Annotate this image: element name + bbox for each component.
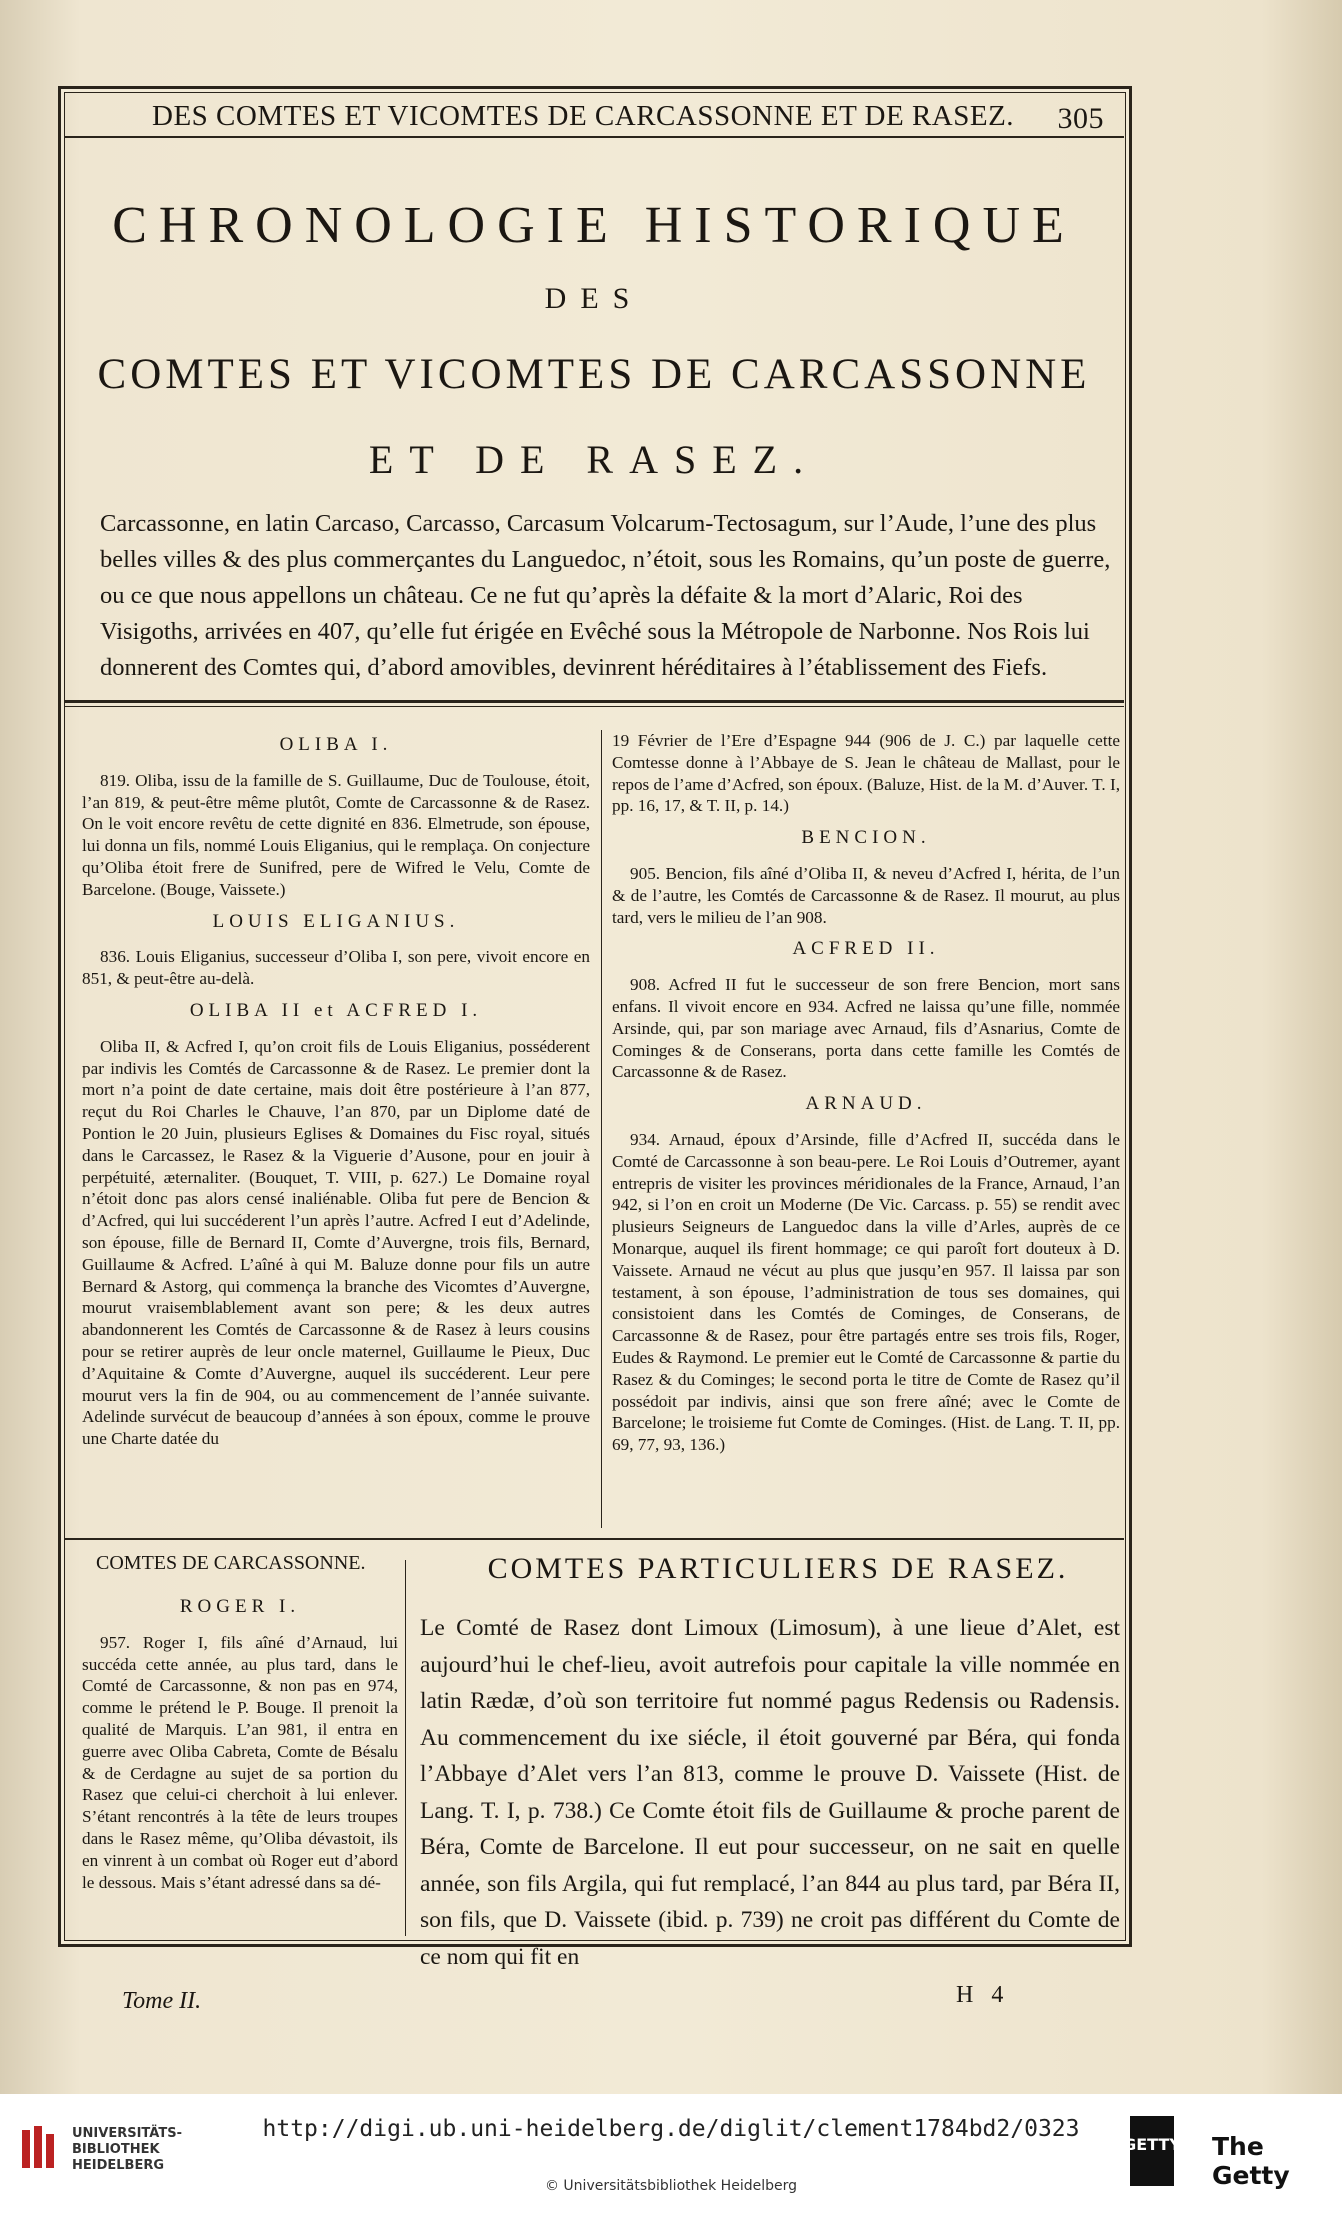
section-rule-thin bbox=[64, 706, 1124, 707]
right-column bbox=[612, 730, 1120, 1530]
running-head bbox=[64, 94, 1124, 138]
getty-name: The Getty bbox=[1212, 2132, 1290, 2190]
running-head-title: DES COMTES ET VICOMTES DE CARCASSONNE ET DE RASEZ. bbox=[152, 100, 1015, 132]
right_column-paragraph: 934. Arnaud, époux d’Arsinde, fille d’Acfred II, succéda dans le Comté de Carcassonne à son beau-pere. Le Roi Louis d’Outremer, ayant entrepris de visiter les provinces méridionales de la France, Arnaud, l’an 942, si l’on en croit un Moderne (De Vic. Carcass. p. 55) se rendit avec plusieurs Seigneurs de Languedoc dans la ville d’Arles, auprès de ce Monarque, auquel ils firent hommage; ce qui paroît fort douteux à D. Vaissete. Arnaud ne vécut au plus que jusqu’en 957. Il laissa par son testament, à son épouse, l’administration de tous ses domaines, qui consistoient dans les Comtés de Cominges, de Conserans, de Carcassonne & de Rasez, pour être partagés entre ses trois fils, Roger, Eudes & Raymond. Le premier eut le Comté de Carcassonne & partie du Rasez & du Cominges; le second porta le titre de Comte de Rasez qu’il possédoit par indivis, ainsi que son frere aîné; avec le Comte de Barcelone; le troisieme fut Comte de Cominges. (Hist. de Lang. T. II, pp. 69, 77, 93, 136.) bbox=[612, 1129, 1120, 1455]
right_column-heading: ACFRED II. bbox=[792, 938, 940, 960]
intro-paragraph bbox=[100, 506, 1116, 686]
intro-text: Carcassonne, en latin Carcaso, Carcasso, Carcasum Volcarum-Tectosagum, sur l’Aude, l’une des plus belles villes & des plus commerçantes du Languedoc, n’étoit, sous les Romains, qu’un poste de guerre, ou ce que nous appellons un château. Ce ne fut qu’après la défaite & la mort d’Alaric, Roi des Visigoths, arrivées en 407, qu’elle fut érigée en Evêché sous la Métropole de Narbonne. Nos Rois lui donnerent des Comtes qui, d’abord amovibles, devinrent héréditaires à l’établissement des Fiefs. bbox=[100, 510, 1111, 681]
right_column-paragraph: 908. Acfred II fut le successeur de son frere Bencion, mort sans enfans. Il vivoit encore en 934. Acfred ne laissa qu’une fille, nommée Arsinde, qui, par son mariage avec Arnaud, fils d’Asnarius, Comte de Cominges & de Conserans, porta dans cette famille les Comtés de Carcassonne & de Rasez. bbox=[612, 975, 1120, 1082]
lower-left-column bbox=[82, 1586, 398, 1936]
roger-paragraph: 957. Roger I, fils aîné d’Arnaud, lui succéda cette année, au plus tard, dans le Comté de Carcassonne, & non pas en 974, comme le prétend le P. Bouge. Il prenoit la qualité de Marquis. L’an 981, il entra en guerre avec Oliba Cabreta, Comte de Bésalu & de Cerdagne au sujet de sa portion du Rasez que celui-ci cherchoit à lui enlever. S’étant rencontrés à la tête de leurs troupes dans le Rasez même, qu’Oliba dévastoit, ils en vinrent à un combat où Roger eut d’abord le dessous. Mais s’étant adressé dans sa dé- bbox=[82, 1632, 398, 1892]
left-column bbox=[82, 724, 590, 1530]
rasez-title: COMTES PARTICULIERS DE RASEZ. bbox=[487, 1552, 1069, 1585]
left_column-heading: LOUIS ELIGANIUS. bbox=[212, 910, 460, 932]
permalink-url[interactable]: http://digi.ub.uni-heidelberg.de/diglit/clement1784bd2/0323 bbox=[262, 2116, 1080, 2142]
getty-letters: GETTY bbox=[1123, 2135, 1181, 2154]
main-title: CHRONOLOGIE HISTORIQUE bbox=[112, 197, 1076, 254]
copyright-notice: © Universitätsbibliothek Heidelberg bbox=[544, 2178, 797, 2194]
library-name-line-2: BIBLIOTHEK bbox=[72, 2142, 160, 2157]
roger-heading: ROGER I. bbox=[179, 1596, 301, 1617]
left_column-heading: OLIBA II et ACFRED I. bbox=[189, 999, 483, 1021]
right_column-heading: BENCION. bbox=[801, 827, 931, 849]
left_column-paragraph: Oliba II, & Acfred I, qu’on croit fils de Louis Eliganius, posséderent par indivis les Comtés de Carcassonne & de Rasez. Le premier dont la mort n’a point de date certaine, mais doit être postérieure à l’an 877, reçut du Roi Charles le Chauve, l’an 870, par un Diplome daté de Pontion le 20 Juin, plusieurs Eglises & Domaines du Fisc royal, situés dans le Carcassez, le Rasez & la Viguerie d’Ausone, pour en jouir à perpétuité, æternaliter. (Bouquet, T. VIII, p. 627.) Le Domaine royal n’étoit donc pas alors censé inaliénable. Oliba fut pere de Bencion & d’Acfred, qui lui succéderent l’un après l’autre. Acfred I eut d’Adelinde, son épouse, fille de Bernard II, Comte d’Auvergne, trois fils, Bernard, Guillaume & Acfred. L’aîné à qui M. Baluze donne pour fils un autre Bernard & Astorg, qui commença la branche des Vicomtes d’Auvergne, mourut vraisemblablement avant son pere; & les deux autres abandonnerent les Comtés de Carcassonne & de Rasez à leurs cousins pour se retirer auprès de leur oncle maternel, Guillaume le Pieux, Duc d’Aquitaine & Comte d’Auvergne, auquel ils succéderent. Leur pere mourut vers la fin de 904, ou au commencement de l’année suivante. Adelinde survécut de beaucoup d’années à son époux, comme le prouve une Charte datée du bbox=[82, 1036, 590, 1449]
lower-rule bbox=[64, 1538, 1124, 1540]
signature-mark: H 4 bbox=[956, 1982, 1010, 2008]
tome-label: Tome II. bbox=[122, 1988, 202, 2014]
title-et-rasez: ET DE RASEZ. bbox=[368, 437, 820, 482]
comtes-carcassonne-heading: COMTES DE CARCASSONNE. bbox=[96, 1552, 366, 1574]
left_column-paragraph: 836. Louis Eliganius, successeur d’Oliba I, son pere, vivoit encore en 851, & peut-être au-delà. bbox=[82, 947, 590, 989]
getty-logo-icon bbox=[1123, 2116, 1181, 2186]
left_column-heading: OLIBA I. bbox=[279, 734, 393, 755]
right_column-paragraph: 905. Bencion, fils aîné d’Oliba II, & neveu d’Acfred I, hérita, de l’un & de l’autre, les Comtés de Carcassonne & de Rasez. Il mourut, au plus tard, vers le milieu de l’an 908. bbox=[612, 863, 1120, 927]
title-comtes: COMTES ET VICOMTES DE CARCASSONNE bbox=[97, 351, 1091, 398]
left_column-paragraph: 819. Oliba, issu de la famille de S. Guillaume, Duc de Toulouse, étoit, l’an 819, & peut-être même plutôt, Comte de Carcassonne & de Rasez. On le voit encore revêtu de cette dignité en 836. Elmetrude, son épouse, lui donna un fils, nommé Louis Eliganius, qui le remplaça. On conjecture qu’Oliba étoit frere de Sunifred, pere de Wifred le Velu, Comte de Barcelone. (Bouge, Vaissete.) bbox=[82, 770, 590, 899]
right_column-heading: ARNAUD. bbox=[805, 1093, 927, 1115]
column-divider bbox=[601, 730, 602, 1528]
viewer-footer-bar bbox=[0, 2094, 1342, 2213]
section-rule bbox=[64, 700, 1124, 703]
title-des: DES bbox=[544, 282, 644, 315]
rasez-paragraph bbox=[420, 1610, 1120, 1970]
right_column-paragraph: 19 Février de l’Ere d’Espagne 944 (906 de J. C.) par laquelle cette Comtesse donne à l’Abbaye de S. Jean le château de Mallast, pour le repos de l’ame d’Acfred, son époux. (Baluze, Hist. de la M. d’Auver. T. I, pp. 16, 17, & T. II, p. 14.) bbox=[612, 731, 1120, 816]
lower-column-divider bbox=[405, 1560, 406, 1936]
rasez-text: Le Comté de Rasez dont Limoux (Limosum), à une lieue d’Alet, est aujourd’hui le chef-lieu, avoit autrefois pour capitale la ville nommée en latin Rædæ, d’où son territoire fut nommé pagus Redensis ou Radensis. Au commencement du ixe siécle, il étoit gouverné par Béra, qui fonda l’Abbaye d’Alet vers l’an 813, comme le prouve D. Vaissete (Hist. de Lang. T. I, p. 738.) Ce Comte étoit fils de Guillaume & proche parent de Béra, Comte de Barcelone. Il eut pour successeur, on ne sait en quelle année, son fils Argila, qui fut remplacé, l’an 844 au plus tard, par Béra II, son fils, que D. Vaissete (ibid. p. 739) ne croit pas différent du Comte de ce nom qui fit en bbox=[420, 1615, 1120, 1970]
library-name-line-1: UNIVERSITÄTS- bbox=[72, 2126, 182, 2141]
library-name-line-3: HEIDELBERG bbox=[72, 2158, 165, 2173]
page-number: 305 bbox=[1057, 102, 1104, 135]
